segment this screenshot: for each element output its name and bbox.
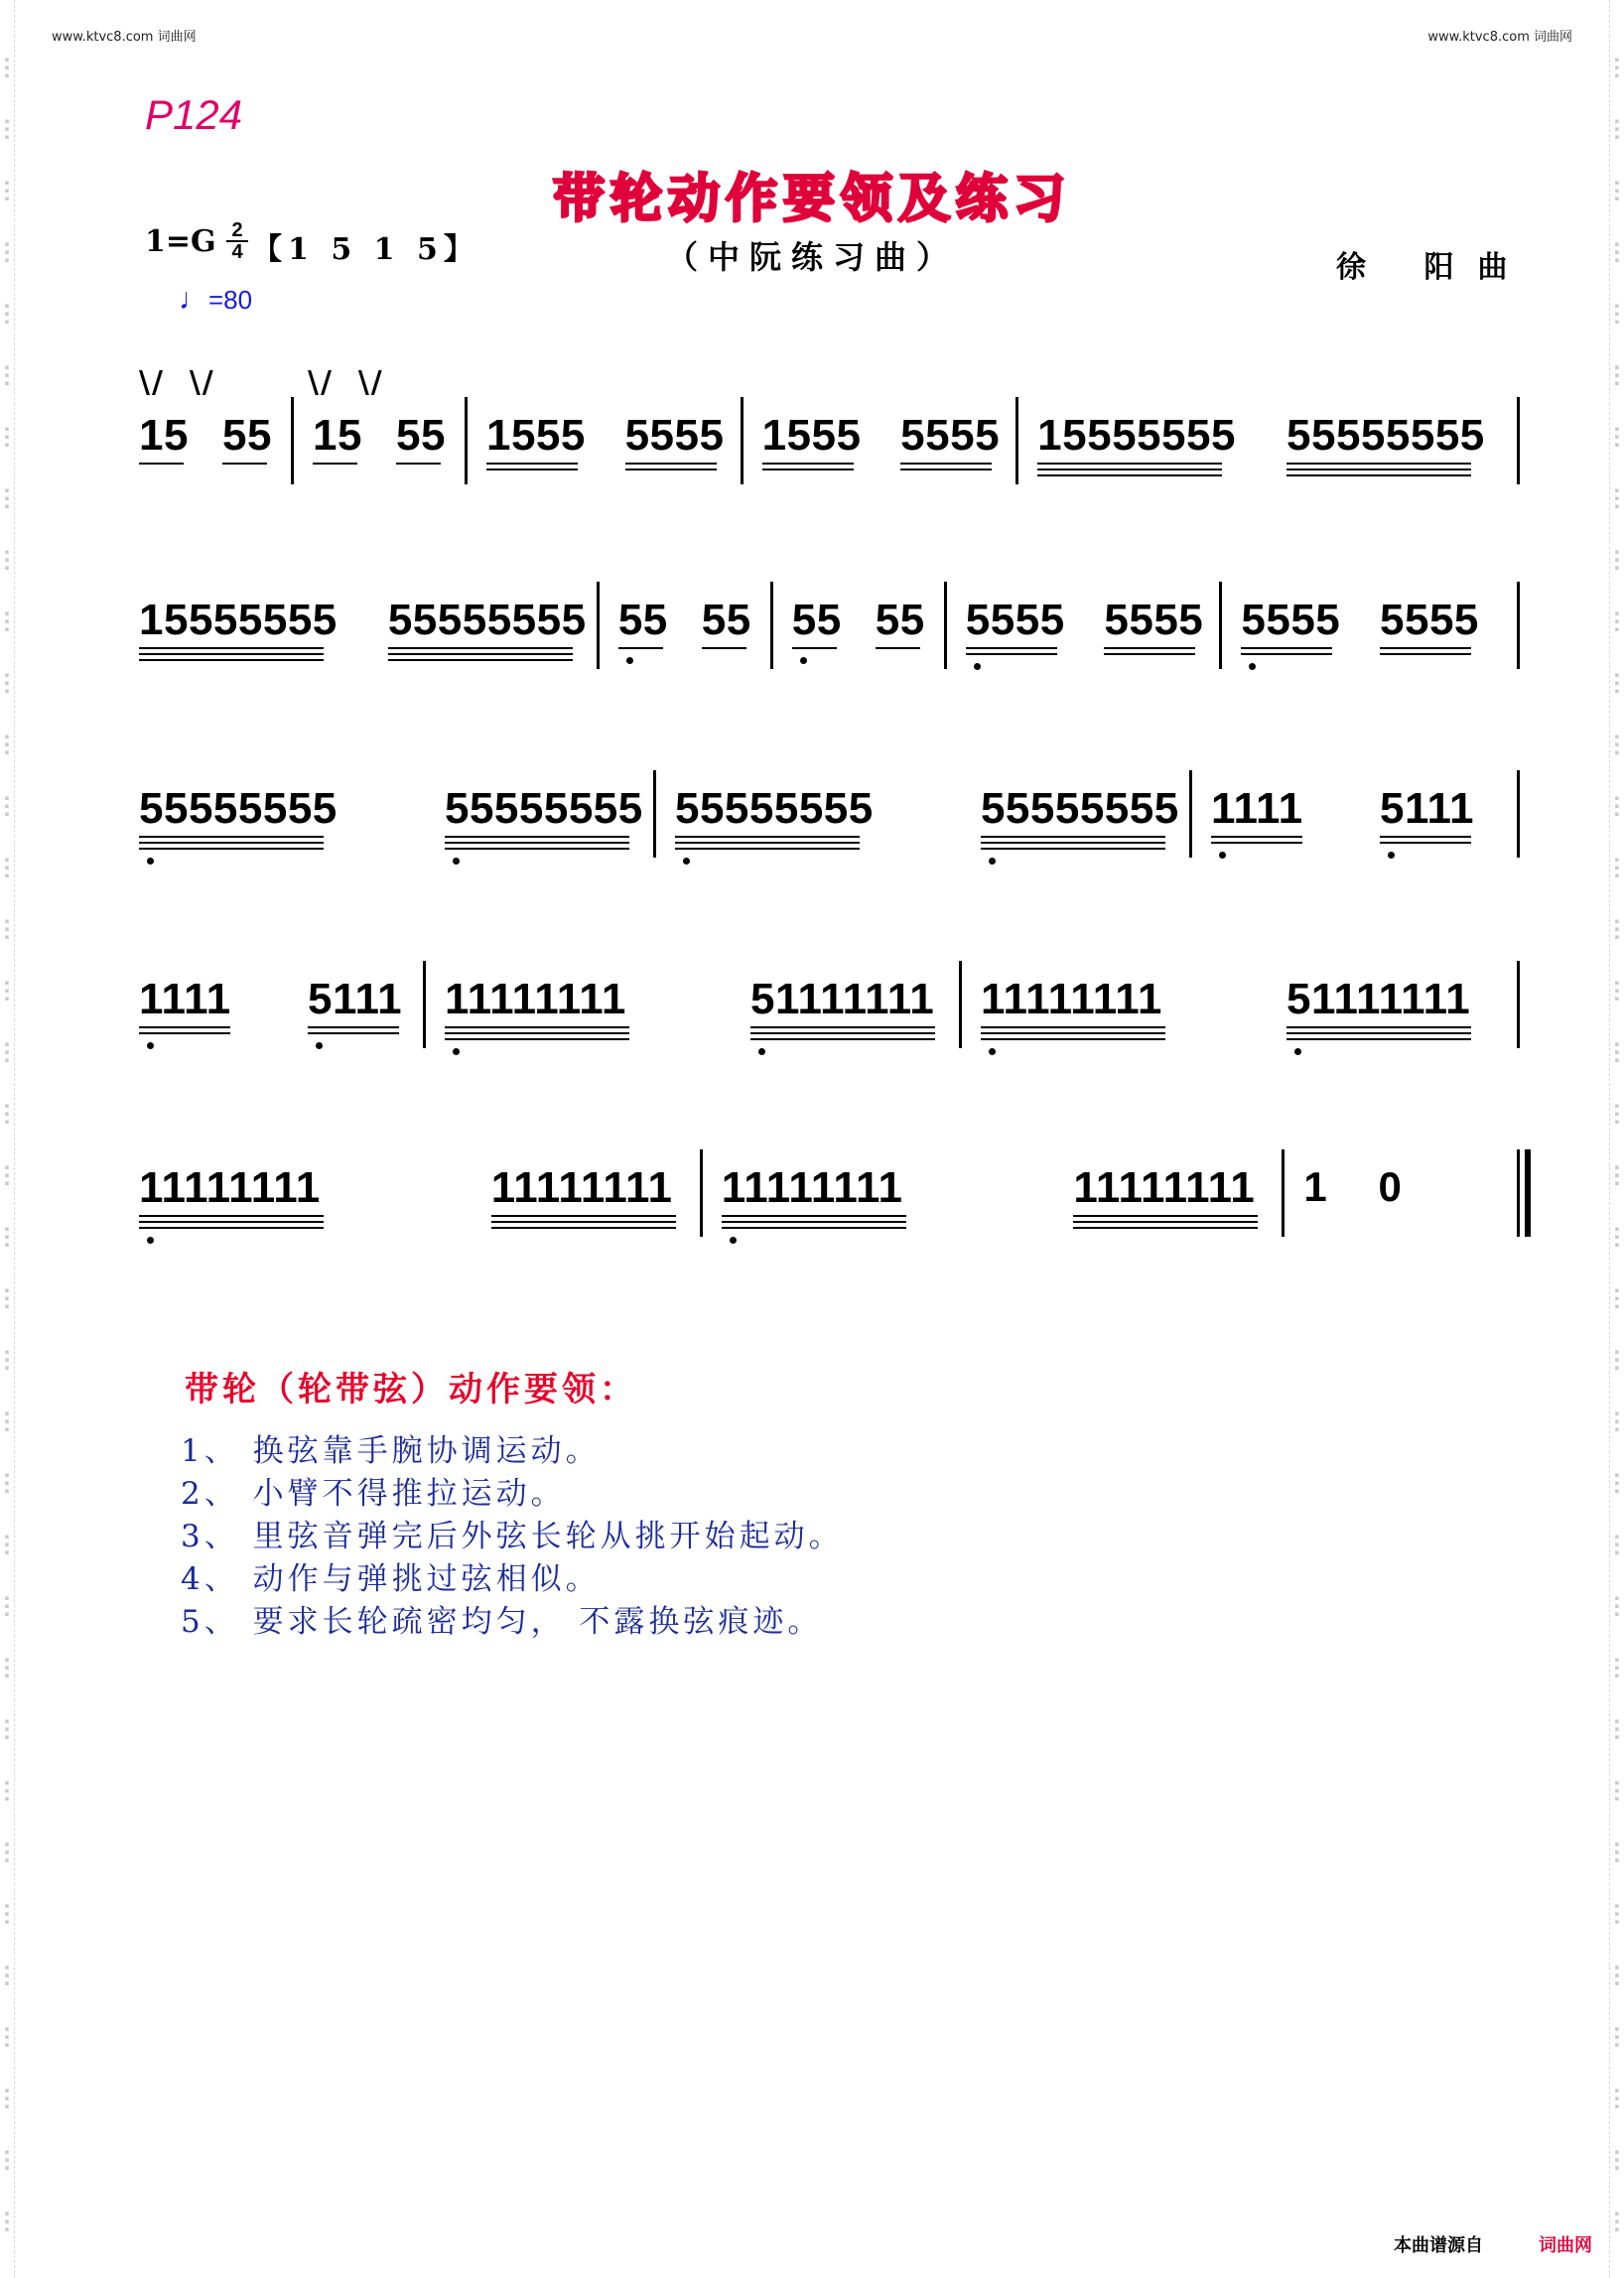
barline (1189, 770, 1192, 858)
page-number: P124 (145, 91, 243, 138)
watermark-glyph: ▪ ▪ ▪ (4, 1348, 10, 1372)
watermark-glyph: ▪ ▪ ▪ (1614, 302, 1620, 326)
down-stroke-icon: \/ (308, 365, 334, 400)
watermark-glyph: ▪ ▪ ▪ (4, 609, 10, 633)
note-group: 55555555 (1286, 411, 1485, 460)
beam-line (981, 848, 1165, 850)
beam-line (308, 1032, 399, 1034)
note-group: 5555 (624, 411, 725, 460)
low-octave-dot (800, 657, 807, 664)
barline (959, 961, 962, 1048)
watermark-glyph: ▪ ▪ ▪ (1614, 117, 1620, 141)
watermark-glyph: ▪ ▪ ▪ (4, 1040, 10, 1064)
watermark-glyph: ▪ ▪ ▪ (4, 733, 10, 756)
beam-line (1104, 653, 1195, 655)
beam-line (491, 1221, 676, 1223)
footer-brand-link[interactable]: 词曲网 (1539, 2235, 1592, 2256)
beam-line (308, 1026, 399, 1028)
low-octave-dot (758, 1048, 765, 1055)
note-group: 5111 (1380, 784, 1475, 833)
tempo-mark (179, 283, 252, 317)
watermark-glyph: ▪ ▪ ▪ (4, 856, 10, 879)
note-group: 55555555 (980, 784, 1179, 833)
time-signature (226, 220, 248, 262)
beam-line (139, 836, 324, 838)
watermark-glyph: ▪ ▪ ▪ (1614, 2210, 1620, 2233)
beam-line (1211, 842, 1302, 844)
low-octave-dot (453, 858, 460, 865)
beam-line (675, 842, 860, 844)
note-group: 55555555 (387, 596, 587, 644)
beam-line (222, 463, 267, 465)
beam-line (139, 842, 324, 844)
beam-line (139, 1032, 230, 1034)
watermark-glyph: ▪ ▪ ▪ (4, 1225, 10, 1249)
stroke-marks-2 (308, 365, 384, 400)
note-group: 5555 (965, 596, 1065, 644)
watermark-glyph: ▪ ▪ ▪ (4, 1409, 10, 1433)
note-group: 11111111 (981, 975, 1162, 1023)
beam-line (1286, 1026, 1471, 1028)
beam-line (981, 836, 1165, 838)
note-group: 15 (139, 411, 189, 460)
beam-line (675, 836, 860, 838)
note-group: 55 (395, 411, 446, 460)
watermark-glyph: ▪ ▪ ▪ (4, 240, 10, 264)
note-group: 11111111 (721, 1163, 903, 1212)
watermark-glyph: ▪ ▪ ▪ (4, 548, 10, 572)
watermark-glyph: ▪ ▪ ▪ (4, 425, 10, 449)
beam-line (445, 1032, 629, 1034)
watermark-glyph: ▪ ▪ ▪ (1614, 1717, 1620, 1741)
note-group: 11111111 (1073, 1163, 1256, 1212)
watermark-glyph: ▪ ▪ ▪ (4, 56, 10, 79)
barline (1517, 961, 1520, 1048)
watermark-glyph: ▪ ▪ ▪ (1614, 1286, 1620, 1310)
low-octave-dot (730, 1237, 737, 1244)
beam-line (491, 1227, 676, 1229)
beam-line (313, 463, 357, 465)
note-group: 55555555 (674, 784, 874, 833)
low-octave-dot (989, 858, 996, 865)
beam-line (139, 647, 324, 649)
beam-line (1241, 653, 1332, 655)
watermark-glyph: ▪ ▪ ▪ (1614, 1656, 1620, 1679)
beam-line (1073, 1227, 1258, 1229)
note-group: 5555 (1104, 596, 1204, 644)
beam-line (625, 463, 717, 465)
composer: 徐 阳曲 (1336, 250, 1532, 285)
watermark-glyph: ▪ ▪ ▪ (1614, 2025, 1620, 2049)
beam-line (981, 1026, 1165, 1028)
watermark-glyph: ▪ ▪ ▪ (1614, 425, 1620, 449)
barline (944, 582, 947, 669)
note-group: 5555 (1241, 596, 1341, 644)
watermark-glyph: ▪ ▪ ▪ (1614, 1963, 1620, 1987)
beam-line (625, 469, 717, 470)
barline (291, 397, 294, 484)
watermark-glyph: ▪ ▪ ▪ (1614, 486, 1620, 510)
watermark-glyph: ▪ ▪ ▪ (4, 1779, 10, 1803)
watermark-glyph: ▪ ▪ ▪ (4, 2148, 10, 2172)
note-group: 1111 (1210, 784, 1303, 833)
beam-line (139, 1026, 230, 1028)
low-octave-dot (683, 858, 690, 865)
watermark-glyph: ▪ ▪ ▪ (1614, 1779, 1620, 1803)
note-group: 55 (221, 411, 272, 460)
barline (423, 961, 426, 1048)
subtitle: （中阮练习曲） (665, 238, 958, 276)
watermark-glyph: ▪ ▪ ▪ (4, 302, 10, 326)
watermark-glyph: ▪ ▪ ▪ (4, 1163, 10, 1187)
beam-line (139, 463, 184, 465)
barline (1219, 582, 1222, 669)
watermark-glyph: ▪ ▪ ▪ (4, 179, 10, 202)
beam-line (445, 1038, 629, 1040)
watermark-glyph: ▪ ▪ ▪ (1614, 56, 1620, 79)
beam-line (1241, 647, 1332, 649)
beam-line (1037, 474, 1222, 476)
beam-line (981, 842, 1165, 844)
note-group: 55 (617, 596, 668, 644)
low-octave-dot (147, 1042, 154, 1049)
beam-line (618, 647, 663, 649)
instruction-item: 5、 要求长轮疏密均匀， 不露换弦痕迹。 (181, 1604, 823, 1640)
instruction-item: 1、 换弦靠手腕协调运动。 (181, 1433, 601, 1469)
note-group: 55 (791, 596, 842, 644)
low-octave-dot (453, 1048, 460, 1055)
beam-line (792, 647, 837, 649)
barline (741, 397, 744, 484)
watermark-glyph: ▪ ▪ ▪ (4, 1471, 10, 1495)
watermark-glyph: ▪ ▪ ▪ (4, 671, 10, 695)
tuning: 【1 5 1 5】 (252, 232, 479, 267)
low-octave-dot (1294, 1048, 1301, 1055)
beam-line (445, 848, 629, 850)
watermark-glyph: ▪ ▪ ▪ (4, 1102, 10, 1126)
instruction-item: 4、 动作与弹挑过弦相似。 (181, 1561, 601, 1597)
note-group: 1555 (761, 411, 862, 460)
watermark-glyph: ▪ ▪ ▪ (4, 1656, 10, 1679)
watermark-glyph: ▪ ▪ ▪ (1614, 1471, 1620, 1495)
watermark-glyph: ▪ ▪ ▪ (1614, 794, 1620, 818)
watermark-glyph: ▪ ▪ ▪ (1614, 548, 1620, 572)
watermark-glyph: ▪ ▪ ▪ (4, 1594, 10, 1618)
site-mark-right: www.ktvc8.com 词曲网 (1427, 30, 1572, 45)
watermark-glyph: ▪ ▪ ▪ (1614, 671, 1620, 695)
note-group: 15 (312, 411, 362, 460)
beam-line (139, 1221, 324, 1223)
beam-line (1037, 469, 1222, 470)
barline (1517, 582, 1520, 669)
note-group: 11111111 (490, 1163, 673, 1212)
beam-line (1380, 836, 1471, 838)
beam-line (1037, 463, 1222, 465)
low-octave-dot (989, 1048, 996, 1055)
beam-line (762, 463, 854, 465)
watermark-glyph: ▪ ▪ ▪ (4, 794, 10, 818)
watermark-glyph: ▪ ▪ ▪ (1614, 1102, 1620, 1126)
watermark-glyph: ▪ ▪ ▪ (4, 1963, 10, 1987)
beam-line (1286, 469, 1471, 470)
note-group: 11111111 (445, 975, 626, 1023)
beam-line (486, 463, 578, 465)
beam-line (900, 463, 992, 465)
note-group: 51111111 (1286, 975, 1471, 1023)
barline (770, 582, 773, 669)
beam-line (722, 1227, 906, 1229)
low-octave-dot (1388, 852, 1395, 859)
note-group: 15555555 (1037, 411, 1236, 460)
instructions-heading: 带轮（轮带弦）动作要领： (185, 1370, 637, 1409)
watermark-glyph: ▪ ▪ ▪ (4, 1840, 10, 1864)
beam-line (981, 1038, 1165, 1040)
watermark-glyph: ▪ ▪ ▪ (4, 117, 10, 141)
beam-line (675, 848, 860, 850)
instruction-item: 2、 小臂不得推拉运动。 (181, 1476, 566, 1512)
barline (1282, 1149, 1285, 1237)
watermark-glyph: ▪ ▪ ▪ (1614, 979, 1620, 1003)
beam-line (445, 842, 629, 844)
beam-line (1380, 842, 1471, 844)
watermark-glyph: ▪ ▪ ▪ (1614, 1902, 1620, 1926)
watermark-glyph: ▪ ▪ ▪ (4, 2086, 10, 2110)
low-octave-dot (147, 1237, 154, 1244)
low-octave-dot (316, 1042, 323, 1049)
beam-line (722, 1215, 906, 1217)
watermark-glyph: ▪ ▪ ▪ (4, 2210, 10, 2233)
beam-line (139, 1227, 324, 1229)
watermark-glyph: ▪ ▪ ▪ (1614, 609, 1620, 633)
low-octave-dot (147, 858, 154, 865)
down-stroke-icon: \/ (139, 365, 165, 400)
watermark-glyph: ▪ ▪ ▪ (4, 1533, 10, 1556)
beam-line (396, 463, 441, 465)
watermark-glyph: ▪ ▪ ▪ (4, 1286, 10, 1310)
low-octave-dot (1219, 852, 1226, 859)
watermark-glyph: ▪ ▪ ▪ (4, 486, 10, 510)
note-group: 15555555 (139, 596, 338, 644)
beam-line (900, 469, 992, 470)
beam-line (388, 659, 573, 661)
note-group: 5555 (900, 411, 1001, 460)
watermark-glyph: ▪ ▪ ▪ (4, 917, 10, 941)
stroke-marks-1 (139, 365, 215, 400)
low-octave-dot (626, 657, 633, 664)
beam-line (1286, 474, 1471, 476)
low-octave-dot (974, 663, 981, 670)
down-stroke-icon: \/ (357, 365, 384, 400)
beam-line (486, 469, 578, 470)
watermark-glyph: ▪ ▪ ▪ (4, 363, 10, 387)
note-group: 1 (1303, 1163, 1327, 1210)
beam-line (491, 1215, 676, 1217)
watermark-glyph: ▪ ▪ ▪ (1614, 733, 1620, 756)
note-group: 55555555 (444, 784, 643, 833)
beam-line (445, 1026, 629, 1028)
beam-line (966, 647, 1057, 649)
note-group: 0 (1378, 1163, 1402, 1210)
beam-line (1286, 1038, 1471, 1040)
barline (1517, 770, 1520, 858)
barline (1517, 397, 1520, 484)
watermark-glyph: ▪ ▪ ▪ (1614, 1348, 1620, 1372)
beam-line (1073, 1221, 1258, 1223)
beam-line (139, 653, 324, 655)
beam-line (1073, 1215, 1258, 1217)
watermark-glyph: ▪ ▪ ▪ (1614, 856, 1620, 879)
beam-line (1286, 1032, 1471, 1034)
left-margin-strip (0, 0, 15, 2278)
instruction-item: 3、 里弦音弹完后外弦长轮从挑开始起动。 (181, 1519, 844, 1554)
note-group: 55 (875, 596, 925, 644)
watermark-glyph: ▪ ▪ ▪ (4, 2025, 10, 2049)
watermark-glyph: ▪ ▪ ▪ (1614, 1594, 1620, 1618)
watermark-glyph: ▪ ▪ ▪ (1614, 179, 1620, 202)
note-group: 55555555 (139, 784, 338, 833)
site-mark-left: www.ktvc8.com 词曲网 (52, 30, 197, 45)
watermark-glyph: ▪ ▪ ▪ (1614, 2148, 1620, 2172)
note-group: 55 (701, 596, 751, 644)
beam-line (702, 647, 746, 649)
watermark-glyph: ▪ ▪ ▪ (4, 1717, 10, 1741)
note-group: 5111 (308, 975, 403, 1023)
beam-line (1380, 653, 1471, 655)
watermark-glyph: ▪ ▪ ▪ (4, 979, 10, 1003)
time-signature-numerator: 2 (231, 219, 243, 241)
note-group: 1555 (485, 411, 586, 460)
tempo-value: =80 (208, 285, 253, 315)
beam-line (750, 1038, 935, 1040)
watermark-glyph: ▪ ▪ ▪ (4, 1902, 10, 1926)
beam-line (1104, 647, 1195, 649)
beam-line (762, 469, 854, 470)
beam-line (722, 1221, 906, 1223)
watermark-glyph: ▪ ▪ ▪ (1614, 1225, 1620, 1249)
watermark-glyph: ▪ ▪ ▪ (1614, 240, 1620, 264)
note-group: 51111111 (750, 975, 935, 1023)
beam-line (1380, 647, 1471, 649)
footer-source-label: 本曲谱源自 (1394, 2235, 1483, 2256)
final-barline (1517, 1149, 1520, 1237)
beam-line (1286, 463, 1471, 465)
right-margin-strip (1609, 0, 1624, 2278)
key-signature: 1=G (145, 224, 216, 259)
barline (653, 770, 656, 858)
barline (1015, 397, 1018, 484)
watermark-glyph: ▪ ▪ ▪ (1614, 2086, 1620, 2110)
barline (597, 582, 600, 669)
beam-line (139, 659, 324, 661)
barline (700, 1149, 703, 1237)
quarter-note-icon: ♩ (179, 283, 208, 316)
watermark-glyph: ▪ ▪ ▪ (1614, 1040, 1620, 1064)
note-group: 1111 (139, 975, 231, 1023)
low-octave-dot (1249, 663, 1256, 670)
beam-line (966, 653, 1057, 655)
beam-line (750, 1032, 935, 1034)
barline (465, 397, 468, 484)
beam-line (445, 836, 629, 838)
note-group: 5555 (1380, 596, 1479, 644)
page-title: 带轮动作要领及练习 (552, 170, 1071, 229)
note-group: 11111111 (139, 1163, 321, 1212)
beam-line (139, 1215, 324, 1217)
beam-line (981, 1032, 1165, 1034)
watermark-glyph: ▪ ▪ ▪ (1614, 1533, 1620, 1556)
beam-line (388, 653, 573, 655)
beam-line (750, 1026, 935, 1028)
final-barline-thick (1525, 1149, 1531, 1237)
watermark-glyph: ▪ ▪ ▪ (1614, 917, 1620, 941)
down-stroke-icon: \/ (189, 365, 215, 400)
beam-line (876, 647, 920, 649)
watermark-glyph: ▪ ▪ ▪ (1614, 1409, 1620, 1433)
watermark-glyph: ▪ ▪ ▪ (1614, 1163, 1620, 1187)
time-signature-denominator: 4 (226, 240, 248, 262)
watermark-glyph: ▪ ▪ ▪ (1614, 1840, 1620, 1864)
watermark-glyph: ▪ ▪ ▪ (1614, 363, 1620, 387)
beam-line (139, 848, 324, 850)
beam-line (1211, 836, 1302, 838)
beam-line (388, 647, 573, 649)
